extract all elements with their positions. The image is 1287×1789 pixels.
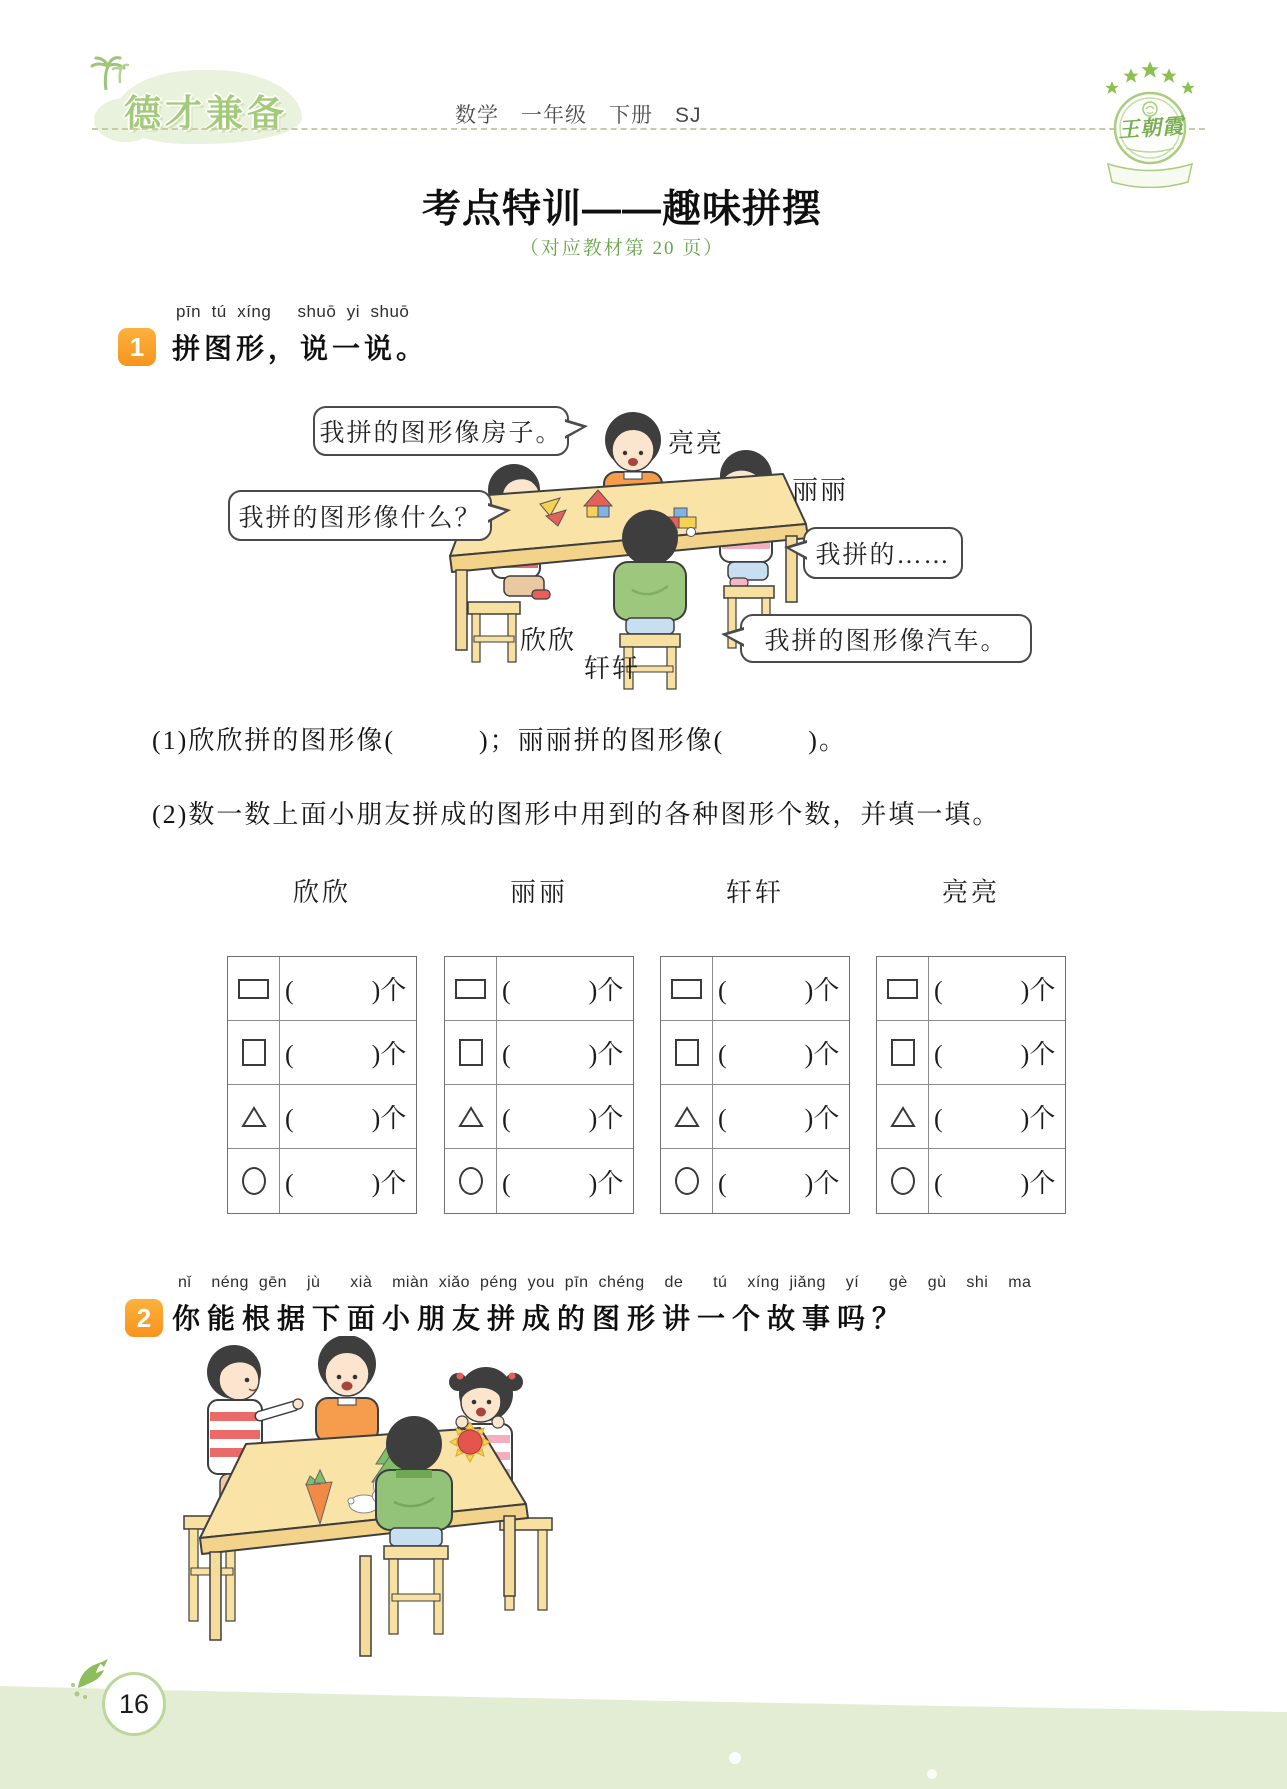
triangle-icon [228, 1085, 280, 1149]
course-info: 数学 一年级 下册 SJ [455, 104, 702, 127]
q2-pinyin: nǐ néng gēn jù xià miàn xiǎo péng you pīn chéng de tú xíng jiǎng yí gè gù shi ma [178, 1274, 1032, 1291]
badge-name: 王朝霞 [1117, 113, 1185, 143]
circle-icon [228, 1149, 280, 1213]
count-table-liangliang [876, 956, 1066, 1214]
kid-boy-orange [316, 1336, 378, 1442]
circle-icon [877, 1149, 929, 1213]
square-icon [445, 1021, 497, 1085]
triangle-icon [661, 1085, 713, 1149]
count-blank: ( )个 [713, 1021, 849, 1085]
table-2 [200, 1428, 528, 1656]
count-blank: ( )个 [934, 1168, 1056, 1198]
label-liangliang: 亮亮 [668, 429, 725, 458]
page-subtitle: （对应教材第 20 页） [519, 238, 725, 259]
circle-icon [445, 1149, 497, 1213]
page-number: 16 [102, 1672, 166, 1736]
rectangle-icon [445, 957, 497, 1021]
count-blank: ( )个 [929, 1021, 1065, 1085]
table-name-xuanxuan: 轩轩 [725, 878, 784, 907]
page-title: 考点特训——趣味拼摆 [421, 188, 822, 231]
speech-bubble-mine: 我拼的…… [803, 527, 963, 579]
q1-number-badge: 1 [118, 328, 156, 366]
brand-logo [88, 64, 302, 150]
dolphin-icon [70, 1654, 116, 1700]
label-xinxin: 欣欣 [520, 626, 577, 655]
count-table-xinxin [227, 956, 417, 1214]
count-blank: ( )个 [280, 1021, 416, 1085]
count-blank: ( )个 [713, 1085, 849, 1149]
count-blank: ( )个 [280, 1085, 416, 1149]
q1-text: 拼图形，说一说。 [172, 333, 429, 364]
count-blank: ( )个 [502, 1168, 624, 1198]
q1-sub2: (2)数一数上面小朋友拼成的图形中用到的各种图形个数，并填一填。 [152, 800, 1001, 829]
count-blank: ( )个 [718, 1168, 840, 1198]
square-icon [661, 1021, 713, 1085]
header-divider [92, 128, 1205, 130]
count-blank: ( )个 [280, 957, 416, 1021]
q2-text: 你能根据下面小朋友拼成的图形讲一个故事吗？ [172, 1303, 908, 1334]
speech-bubble-what: 我拼的图形像什么？ [228, 490, 492, 541]
count-table-lili [444, 956, 634, 1214]
rectangle-icon [877, 957, 929, 1021]
count-blank: ( )个 [497, 957, 633, 1021]
count-blank: ( )个 [285, 1168, 407, 1198]
label-lili: 丽丽 [792, 476, 849, 505]
q1-sub1: (1)欣欣拼的图形像( )；丽丽拼的图形像( )。 [152, 726, 847, 755]
count-table-xuanxuan [660, 956, 850, 1214]
count-blank: ( )个 [929, 957, 1065, 1021]
q1-pinyin: pīn tú xíng shuō yi shuō [176, 302, 410, 321]
kids-table-illustration-2 [148, 1336, 592, 1666]
footer-band [0, 1670, 1287, 1789]
triangle-icon [445, 1085, 497, 1149]
table-name-lili: 丽丽 [509, 878, 568, 907]
rectangle-icon [228, 957, 280, 1021]
rectangle-icon [661, 957, 713, 1021]
count-blank: ( )个 [713, 957, 849, 1021]
label-xuanxuan: 轩轩 [584, 654, 641, 683]
triangle-icon [877, 1085, 929, 1149]
square-icon [228, 1021, 280, 1085]
table-name-xinxin: 欣欣 [292, 878, 351, 907]
badge-stars [1105, 61, 1195, 94]
count-blank: ( )个 [497, 1021, 633, 1085]
circle-icon [661, 1149, 713, 1213]
speech-bubble-car: 我拼的图形像汽车。 [740, 614, 1032, 663]
count-blank: ( )个 [497, 1085, 633, 1149]
square-icon [877, 1021, 929, 1085]
q2-number-badge: 2 [125, 1299, 163, 1337]
brand-title: 德才兼备 [124, 93, 288, 134]
table-name-liangliang: 亮亮 [941, 878, 1000, 907]
kid-boy-green-back [376, 1416, 452, 1634]
count-blank: ( )个 [929, 1085, 1065, 1149]
speech-bubble-house: 我拼的图形像房子。 [313, 406, 569, 456]
